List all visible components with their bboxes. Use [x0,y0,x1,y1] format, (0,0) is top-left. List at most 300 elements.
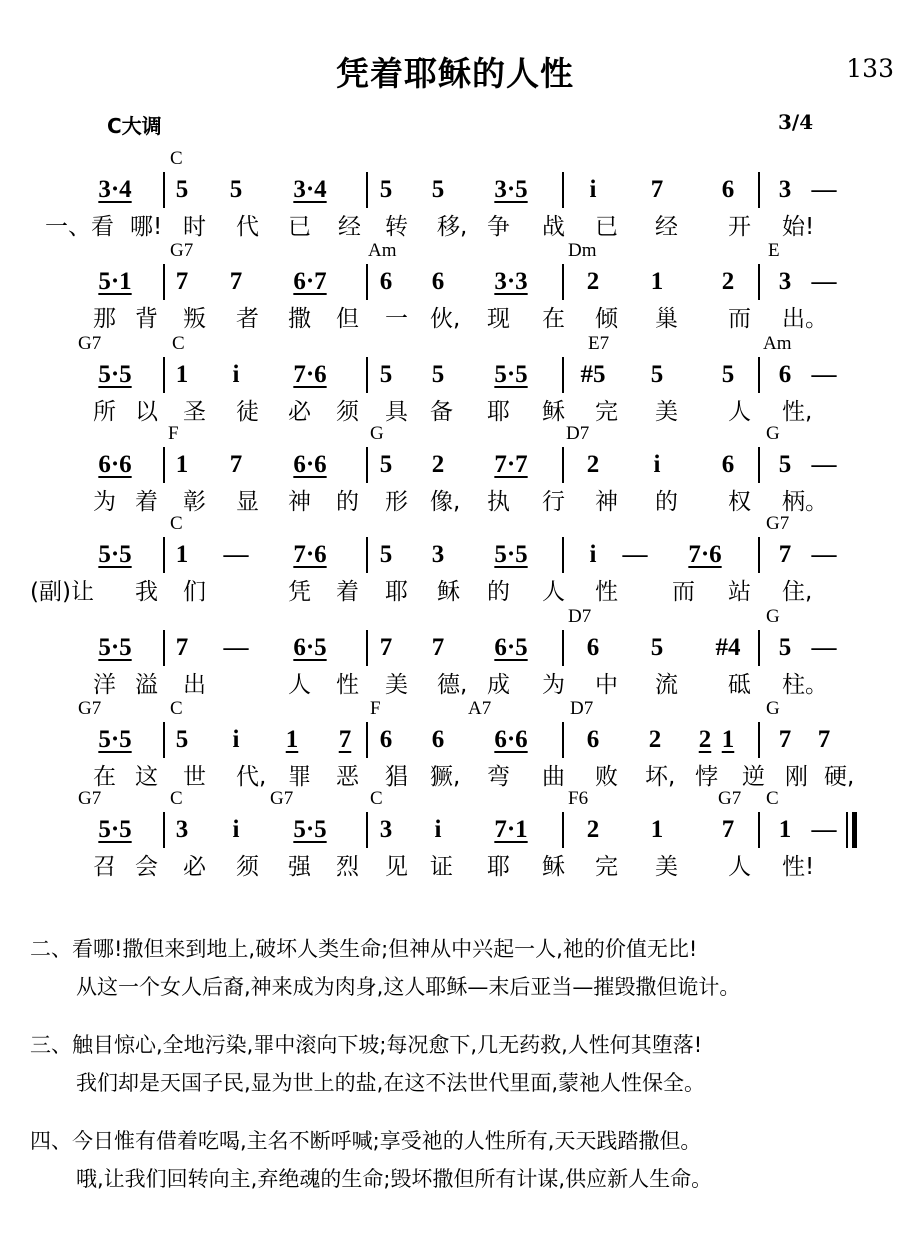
note: 3·5 [494,176,528,203]
lyric-syllable: 着 [336,579,359,605]
lyric-syllable: 住, [782,579,813,605]
lyric-syllable: 罪 [288,764,311,790]
lyric-syllable: 在 [93,764,116,790]
lyric-syllable: 人 [542,579,565,605]
bar-line [366,172,368,208]
note: 6·5 [293,634,327,661]
lyric-syllable: 一、看 [45,214,114,240]
lyric-syllable: 稣 [437,579,460,605]
note: 5·5 [98,726,132,753]
lyric-syllable: 始! [782,214,815,240]
chord-symbol: C [170,513,183,534]
chord-row [0,148,910,170]
notation-line [0,445,910,485]
note: 5·5 [98,634,132,661]
note: 7 [721,816,735,843]
note: 7·1 [494,816,528,843]
lyric-line [0,852,910,884]
lyric-syllable: 哪! [130,214,163,240]
lyric-syllable: 召 [93,854,116,880]
lyric-syllable: 巢 [655,306,678,332]
chord-symbol: G7 [78,788,102,809]
note: 2 [721,268,735,295]
note: 6 [721,451,735,478]
note: — [811,361,837,388]
lyric-syllable: 耶 [487,854,510,880]
bar-line [163,812,165,848]
note: 5 [650,361,664,388]
chord-symbol: Dm [568,240,597,261]
lyric-syllable: 会 [135,854,158,880]
chord-symbol: Am [763,333,792,354]
chord-symbol: G [766,698,780,719]
bar-line [366,722,368,758]
bar-line [758,812,760,848]
chord-symbol: C [170,698,183,719]
note: 6·5 [494,634,528,661]
chord-symbol: C [766,788,779,809]
lyric-syllable: 开 [728,214,751,240]
notation-line [0,355,910,395]
lyric-syllable: 流 [655,672,678,698]
lyric-syllable: 争 [487,214,510,240]
note: 3 [379,816,393,843]
bar-line [163,722,165,758]
page-number: 133 [846,54,894,83]
lyric-syllable: 执 [487,489,510,515]
lyric-syllable: 成 [487,672,510,698]
note: — [811,541,837,568]
lyric-syllable: 完 [595,854,618,880]
chord-symbol: C [172,333,185,354]
note: 6 [586,634,600,661]
lyric-syllable: 站 [728,579,751,605]
chord-symbol: D7 [570,698,594,719]
bar-line [366,537,368,573]
note: 1 [650,268,664,295]
note: 5·5 [494,361,528,388]
note: 6 [586,726,600,753]
note: i [232,361,240,388]
lyric-syllable: 败 [595,764,618,790]
lyric-syllable: 性 [336,672,359,698]
notation-line [0,535,910,575]
note: 3 [778,176,792,203]
bar-line [562,812,564,848]
note: 3 [778,268,792,295]
chord-row [0,698,910,720]
time-signature: 3/4 [778,110,814,134]
note: 7 [778,541,792,568]
note: 1 [175,541,189,568]
lyric-syllable: 恶 [336,764,359,790]
lyric-syllable: 那 [93,306,116,332]
bar-line [562,264,564,300]
note: 6·6 [293,451,327,478]
note: 6·6 [494,726,528,753]
lyric-syllable: 倾 [595,306,618,332]
lyric-syllable: 为 [93,489,116,515]
lyric-syllable: 转 [385,214,408,240]
note: 3 [431,541,445,568]
note: 7·6 [293,361,327,388]
bar-line [758,264,760,300]
note: 1 [175,361,189,388]
note: 3·4 [293,176,327,203]
lyric-syllable: 须 [236,854,259,880]
lyric-syllable: 者 [236,306,259,332]
verse-line: 四、今日惟有借着吃喝,主名不断呼喊;享受祂的人性所有,天天践踏撒但。 [30,1129,702,1153]
lyric-syllable: 现 [487,306,510,332]
verse-line: 从这一个女人后裔,神来成为肉身,这人耶稣—末后亚当—摧毁撒但诡计。 [76,975,741,999]
note: 1 [778,816,792,843]
bar-line [562,722,564,758]
lyric-syllable: 凭 [288,579,311,605]
lyric-syllable: 的 [655,489,678,515]
note: 1 [721,726,735,753]
final-bar-thin [846,812,848,848]
lyric-syllable: 备 [430,399,453,425]
lyric-syllable: 显 [236,489,259,515]
lyric-syllable: 时 [183,214,206,240]
note: 5 [431,361,445,388]
bar-line [163,630,165,666]
lyric-syllable: 曲 [542,764,565,790]
lyric-syllable: 世 [183,764,206,790]
lyric-syllable: 代, [236,764,267,790]
note: 7·6 [688,541,722,568]
bar-line [163,357,165,393]
lyric-syllable: 在 [542,306,565,332]
lyric-syllable: 人 [728,854,751,880]
lyric-syllable: 而 [672,579,695,605]
lyric-syllable: 权 [728,489,751,515]
lyric-syllable: 必 [288,399,311,425]
lyric-syllable: 经 [655,214,678,240]
lyric-syllable: 猖 [385,764,408,790]
lyric-syllable: 刚 [785,764,808,790]
bar-line [163,264,165,300]
note: — [811,268,837,295]
chord-row [0,788,910,810]
chord-symbol: D7 [568,606,592,627]
chord-symbol: Am [368,240,397,261]
note: 1 [175,451,189,478]
lyric-syllable: 美 [385,672,408,698]
note: 7 [650,176,664,203]
chord-symbol: F [370,698,381,719]
lyric-syllable: 耶 [385,579,408,605]
lyric-syllable: (副)让 [30,579,94,605]
bar-line [562,537,564,573]
notation-line [0,720,910,760]
note: 5 [778,634,792,661]
note: 2 [586,268,600,295]
chord-symbol: G [370,423,384,444]
lyric-syllable: 彰 [183,489,206,515]
lyric-syllable: 们 [183,579,206,605]
note: 7·6 [293,541,327,568]
lyric-syllable: 性 [595,579,618,605]
chord-symbol: G [766,423,780,444]
note: i [232,816,240,843]
note: 7·7 [494,451,528,478]
note: 2 [586,451,600,478]
note: 5 [175,176,189,203]
note: i [653,451,661,478]
lyric-syllable: 柄。 [782,489,828,515]
note: 6 [721,176,735,203]
chord-row [0,423,910,445]
lyric-syllable: 代 [236,214,259,240]
bar-line [366,630,368,666]
lyric-syllable: 出 [183,672,206,698]
lyric-syllable: 所 [93,399,116,425]
note: 5 [379,541,393,568]
note: 7 [229,451,243,478]
lyric-syllable: 战 [542,214,565,240]
note: #4 [715,634,741,661]
lyric-syllable: 美 [655,399,678,425]
verse-4 [30,1122,900,1198]
lyric-syllable: 烈 [336,854,359,880]
note: i [589,541,597,568]
note: 7 [379,634,393,661]
lyric-syllable: 已 [595,214,618,240]
note: 6 [431,268,445,295]
note: 3·4 [98,176,132,203]
verses [30,930,900,1218]
note: — [811,176,837,203]
lyric-syllable: 人 [288,672,311,698]
bar-line [562,357,564,393]
note: 7 [817,726,831,753]
bar-line [366,447,368,483]
lyric-syllable: 徒 [236,399,259,425]
bar-line [758,357,760,393]
lyric-syllable: 中 [595,672,618,698]
bar-line [562,172,564,208]
note: 5·5 [293,816,327,843]
lyric-syllable: 已 [288,214,311,240]
bar-line [758,537,760,573]
final-bar-thick [852,812,857,848]
lyric-syllable: 人 [728,399,751,425]
chord-row [0,240,910,262]
note: — [811,634,837,661]
chord-symbol: E [768,240,780,261]
lyric-syllable: 见 [385,854,408,880]
lyric-syllable: 的 [487,579,510,605]
note: 2 [698,726,712,753]
note: 5 [431,176,445,203]
note: — [811,816,837,843]
chord-symbol: F [168,423,179,444]
note: — [811,451,837,478]
note: 3·3 [494,268,528,295]
lyric-syllable: 逆 [742,764,765,790]
lyric-syllable: 像, [430,489,461,515]
note: 5 [175,726,189,753]
lyric-syllable: 美 [655,854,678,880]
note: 1 [650,816,664,843]
lyric-syllable: 溢 [135,672,158,698]
note: 5·5 [494,541,528,568]
chord-row [0,606,910,628]
note: 6 [778,361,792,388]
note: 7 [175,634,189,661]
note: 7 [431,634,445,661]
note: 5 [721,361,735,388]
verse-line: 二、看哪!撒但来到地上,破坏人类生命;但神从中兴起一人,祂的价值无比! [30,937,698,961]
note: — [223,634,249,661]
lyric-line [0,577,910,609]
bar-line [758,172,760,208]
lyric-syllable: 完 [595,399,618,425]
chord-symbol: G7 [78,698,102,719]
verse-line: 三、触目惊心,全地污染,罪中滚向下坡;每况愈下,几无药救,人性何其堕落! [30,1033,703,1057]
lyric-syllable: 硬, [824,764,855,790]
lyric-syllable: 神 [288,489,311,515]
chord-symbol: G7 [718,788,742,809]
lyric-syllable: 坏, [645,764,676,790]
note: 5·5 [98,541,132,568]
chord-symbol: E7 [588,333,610,354]
lyric-syllable: 圣 [183,399,206,425]
chord-symbol: G7 [766,513,790,534]
lyric-syllable: 而 [728,306,751,332]
bar-line [163,172,165,208]
note: 5 [650,634,664,661]
lyric-syllable: 洋 [93,672,116,698]
note: 5·1 [98,268,132,295]
lyric-syllable: 强 [288,854,311,880]
verse-line: 我们却是天国子民,显为世上的盐,在这不法世代里面,蒙祂人性保全。 [76,1071,706,1095]
note: 6 [379,268,393,295]
note: 5 [778,451,792,478]
note: 5 [379,361,393,388]
verse-2 [30,930,900,1006]
bar-line [163,537,165,573]
lyric-syllable: 我 [135,579,158,605]
notation-line [0,262,910,302]
bar-line [366,812,368,848]
notation-line [0,810,910,850]
lyric-syllable: 弯 [487,764,510,790]
note: — [223,541,249,568]
key-signature: C大调 [107,114,162,138]
note: 2 [586,816,600,843]
song-title: 凭着耶稣的人性 [336,54,574,93]
lyric-syllable: 稣 [542,399,565,425]
note: 7 [229,268,243,295]
lyric-syllable: 德, [437,672,468,698]
chord-symbol: G7 [170,240,194,261]
chord-symbol: G [766,606,780,627]
note: 5 [229,176,243,203]
lyric-syllable: 经 [338,214,361,240]
chord-row [0,513,910,535]
lyric-syllable: 撒 [288,306,311,332]
chord-symbol: F6 [568,788,589,809]
notation-line [0,170,910,210]
lyric-syllable: 必 [183,854,206,880]
note: 5 [379,451,393,478]
bar-line [562,630,564,666]
note: 2 [431,451,445,478]
lyric-syllable: 耶 [487,399,510,425]
verse-3 [30,1026,900,1102]
lyric-syllable: 这 [135,764,158,790]
chord-symbol: G7 [78,333,102,354]
chord-symbol: C [370,788,383,809]
lyric-syllable: 悖 [695,764,718,790]
note: 7 [778,726,792,753]
note: 6 [379,726,393,753]
chord-symbol: G7 [270,788,294,809]
lyric-syllable: 柱。 [782,672,828,698]
note: — [622,541,648,568]
note: 2 [648,726,662,753]
note: 7 [175,268,189,295]
lyric-syllable: 一 [385,306,408,332]
lyric-syllable: 具 [385,399,408,425]
lyric-syllable: 出。 [782,306,828,332]
note: 5·5 [98,816,132,843]
note: 1 [285,726,299,753]
lyric-syllable: 须 [336,399,359,425]
lyric-syllable: 叛 [183,306,206,332]
lyric-syllable: 背 [135,306,158,332]
lyric-syllable: 形 [385,489,408,515]
bar-line [758,722,760,758]
lyric-syllable: 的 [336,489,359,515]
chord-symbol: A7 [468,698,492,719]
lyric-syllable: 伙, [430,306,461,332]
bar-line [562,447,564,483]
lyric-syllable: 性! [782,854,815,880]
lyric-syllable: 着 [135,489,158,515]
lyric-syllable: 但 [336,306,359,332]
bar-line [758,630,760,666]
notation-line [0,628,910,668]
lyric-syllable: 以 [135,399,158,425]
note: 6·7 [293,268,327,295]
note: 7 [338,726,352,753]
chord-symbol: D7 [566,423,590,444]
lyric-syllable: 为 [542,672,565,698]
note: 6 [431,726,445,753]
note: #5 [580,361,606,388]
note: i [589,176,597,203]
bar-line [758,447,760,483]
bar-line [163,447,165,483]
chord-symbol: C [170,788,183,809]
chord-row [0,333,910,355]
note: 6·6 [98,451,132,478]
lyric-syllable: 神 [595,489,618,515]
lyric-syllable: 证 [430,854,453,880]
lyric-syllable: 獗, [430,764,461,790]
note: i [232,726,240,753]
note: i [434,816,442,843]
lyric-syllable: 砥 [728,672,751,698]
lyric-syllable: 稣 [542,854,565,880]
bar-line [366,357,368,393]
bar-line [366,264,368,300]
lyric-syllable: 移, [437,214,468,240]
note: 3 [175,816,189,843]
